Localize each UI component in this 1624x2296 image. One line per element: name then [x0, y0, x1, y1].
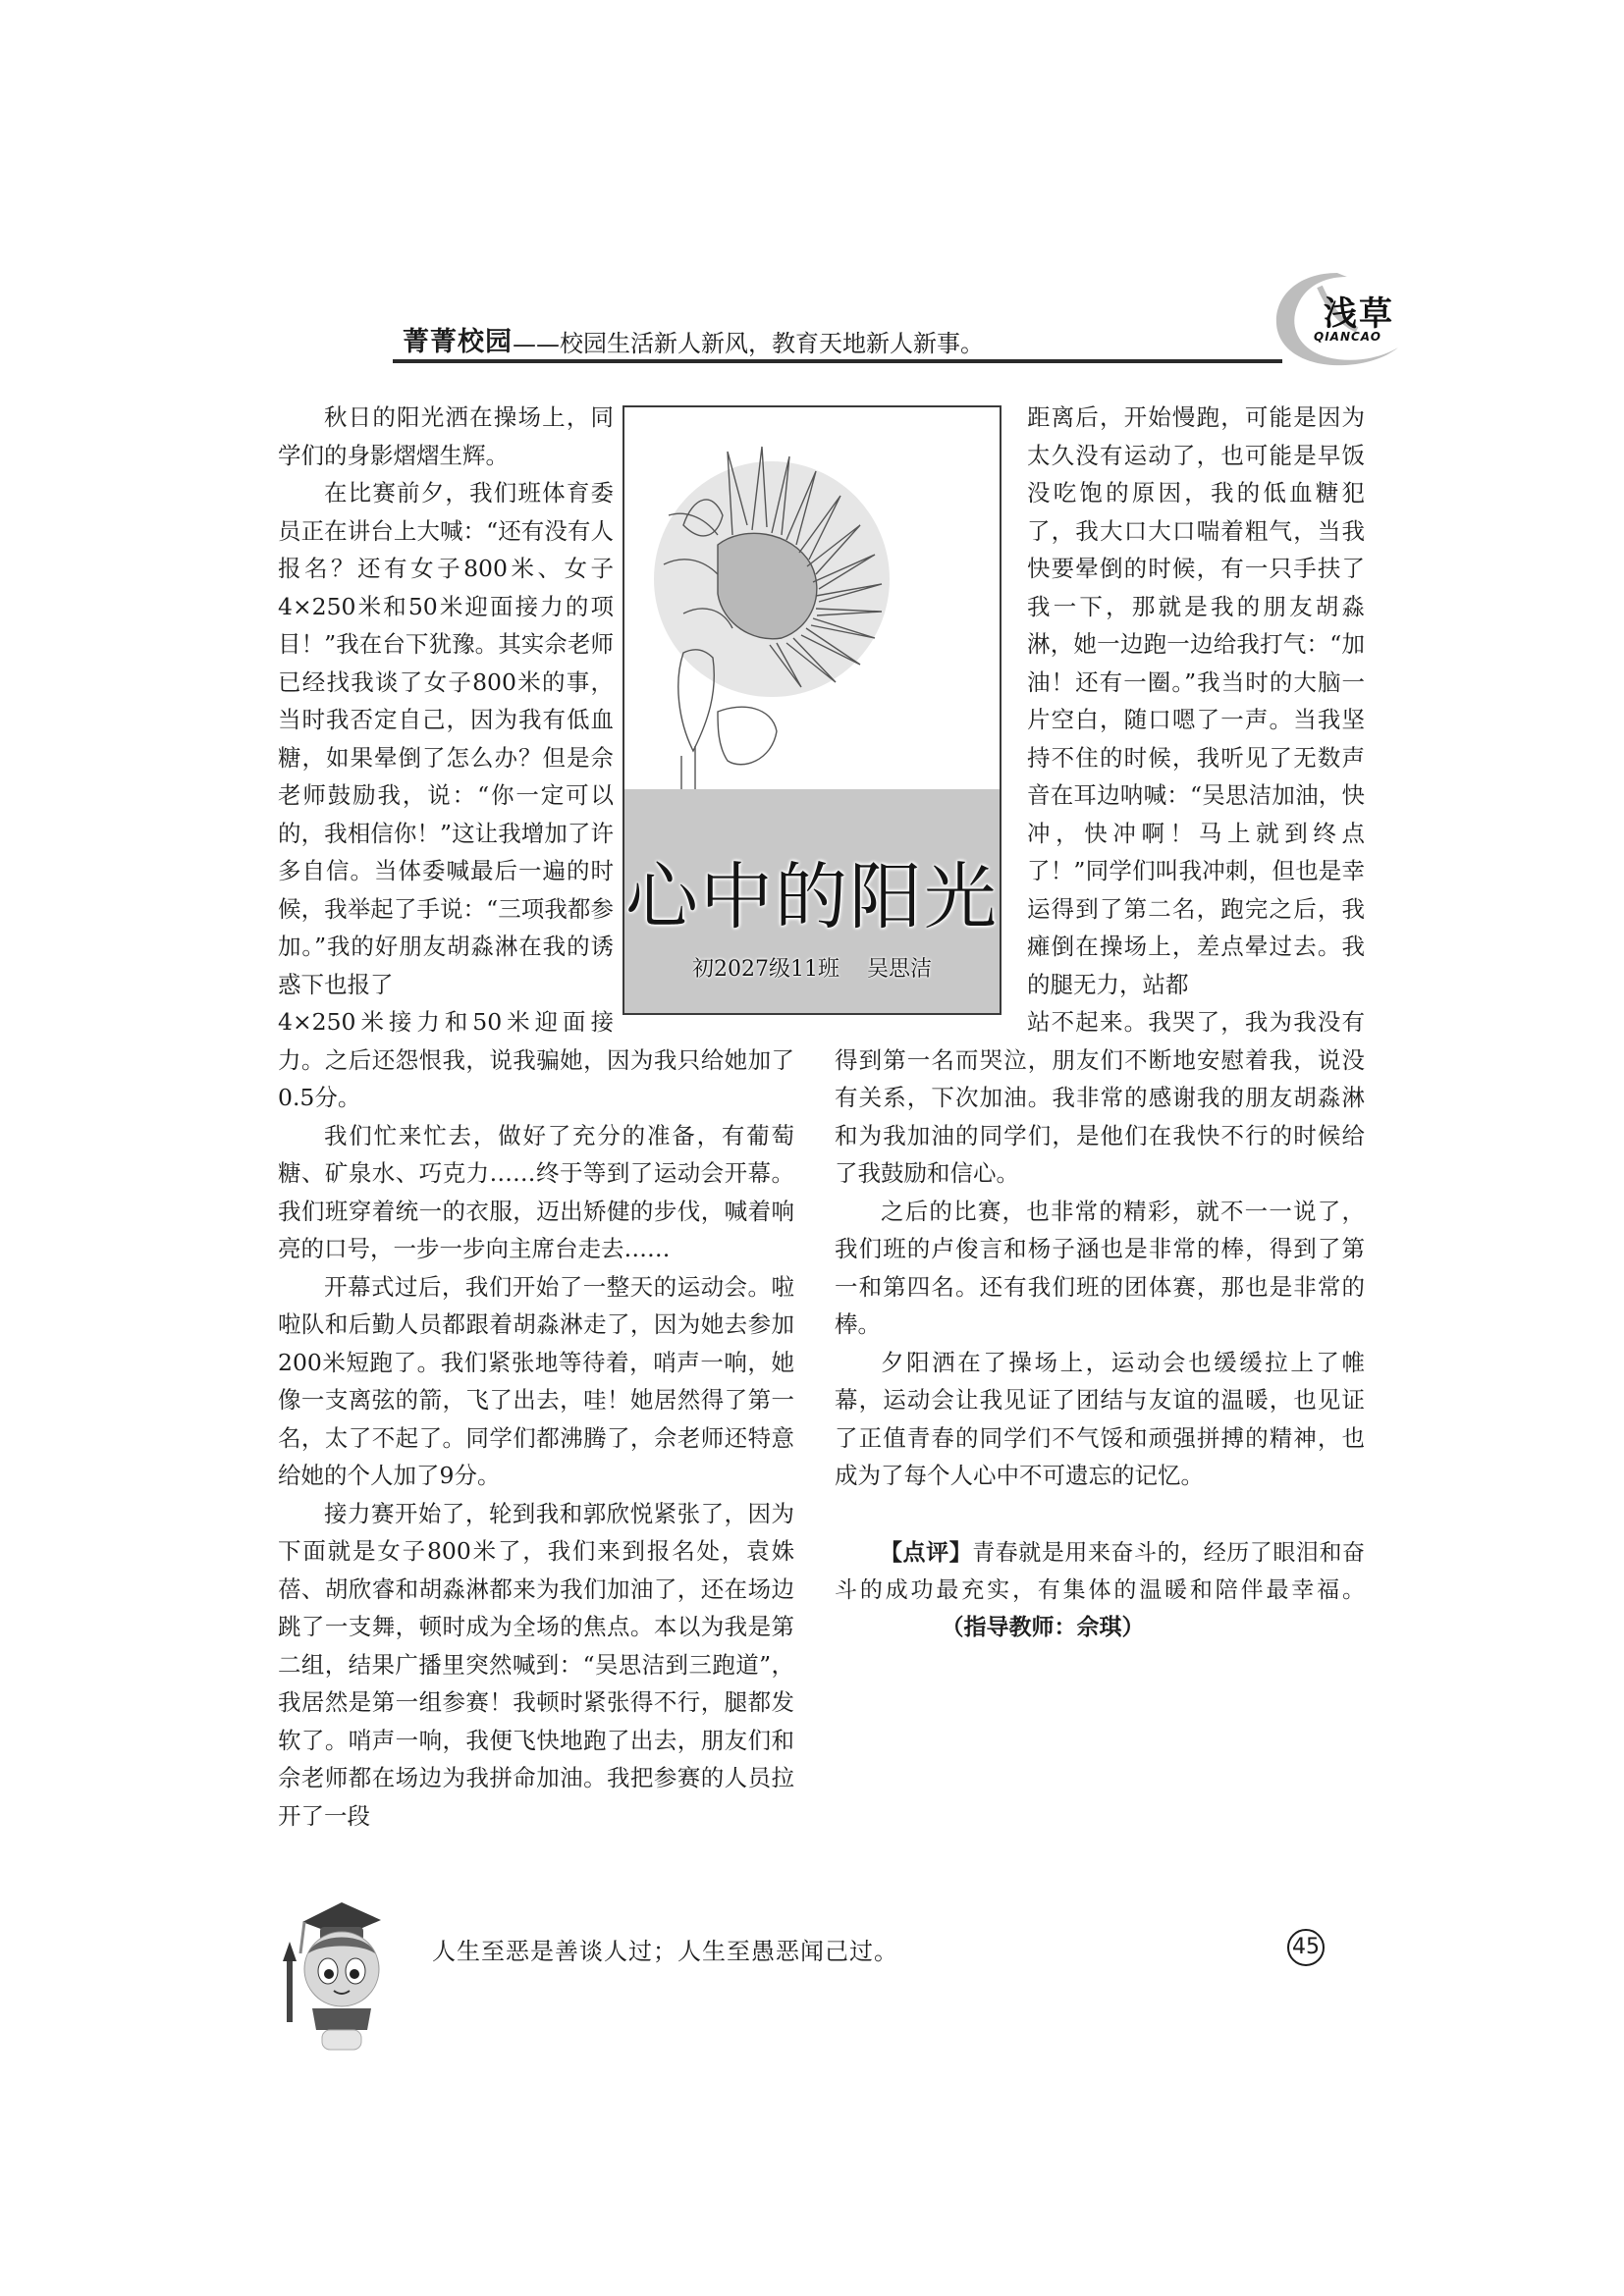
article-byline [624, 952, 1000, 983]
author-name: 吴思洁 [866, 957, 932, 982]
paragraph: 接力赛开始了，轮到我和郭欣悦紧张了，因为下面就是女子800米了，我们来到报名处，袁姝蓓、胡欣睿和胡淼淋都来为我们加油了，还在场边跳了一支舞，顿时成为全场的焦点。本以为我是第二组，结果广播里突然喊到：“吴思洁到三跑道”，我居然是第一组参赛！我顿时紧张得不行，腿都发软了。哨声一响，我便飞快地跑了出去，朋友们和佘老师都在场边为我拼命加油。我把参赛的人员拉开了一段 [278, 1499, 794, 1830]
header-dash: —— [513, 331, 560, 358]
logo-text: 浅草 [1324, 294, 1394, 334]
paragraph: 之后的比赛，也非常的精彩，就不一一说了，我们班的卢俊言和杨子涵也是非常的棒，得到了第一和第四名。还有我们班的团体赛，那也是非常的棒。 [835, 1197, 1365, 1338]
comment-teacher: （指导教师：佘琪） [952, 1614, 1145, 1640]
header-slogan: 校园生活新人新风，教育天地新人新事。 [560, 330, 984, 357]
author-class: 初2027级11班 [692, 957, 839, 982]
paragraph: 距离后，开始慢跑，可能是因为太久没有运动了，也可能是早饭没吃饱的原因，我的低血糖犯了，我大口大口喘着粗气，当我快要晕倒的时候，有一只手扶了我一下，那就是我的朋友胡淼淋，她一边跑一边给我打气：“加油！还有一圈。”我当时的大脑一片空白，随口嗯了一声。当我坚持不住的时候，我听见了无数声音在耳边呐喊：“吴思洁加油，快冲，快冲啊！马上就到终点了！”同学们叫我冲刺，但也是幸运得到了第二名，跑完之后，我瘫倒在操场上，差点晕过去。我的腿无力，站都 [1027, 403, 1365, 998]
comment-label: 【点评】 [880, 1539, 973, 1566]
sunflower-illustration [624, 407, 1001, 792]
article-title: 心中的阳光 [625, 855, 999, 939]
article-right-column-bottom [835, 1003, 1365, 1495]
comment-text: 青春就是用来奋斗的，经历了眼泪和奋斗的成功最充实，有集体的温暖和陪伴最幸福。 [835, 1539, 1366, 1603]
paragraph: 站不起来。我哭了，我为我没有得到第一名而哭泣，朋友们不断地安慰着我，说没有关系，下次加油。我非常的感谢我的朋友胡淼淋和为我加油的同学们，是他们在我快不行的时候给了我鼓励和信心。 [835, 1008, 1365, 1187]
running-header [403, 319, 1267, 358]
paragraph: 开幕式过后，我们开始了一整天的运动会。啦啦队和后勤人员都跟着胡淼淋走了，因为她去参加200米短跑了。我们紧张地等待着，哨声一响，她像一支离弦的箭，飞了出去，哇！她居然得了第一名，太了不起了。同学们都沸腾了，佘老师还特意给她的个人加了9分。 [278, 1272, 794, 1489]
paragraph: 在比赛前夕，我们班体育委员正在讲台上大喊：“还有没有人报名？还有女子800米、女子4×250米和50米迎面接力的项目！”我在台下犹豫。其实佘老师已经找我谈了女子800米的事，当时我否定自己，因为我有低血糖，如果晕倒了怎么办？但是佘老师鼓励我，说：“你一定可以的，我相信你！”这让我增加了许多自信。当体委喊最后一遍的时候，我举起了手说：“三项我都参加。”我的好朋友胡淼淋在我的诱惑下也报了 [278, 479, 614, 998]
teacher-comment [835, 1534, 1365, 1646]
page-number: 45 [1287, 1929, 1325, 1966]
paragraph: 夕阳洒在了操场上，运动会也缓缓拉上了帷幕，运动会让我见证了团结与友谊的温暖，也见证了正值青春的同学们不气馁和顽强拼搏的精神，也成为了每个人心中不可遗忘的记忆。 [835, 1348, 1365, 1489]
paragraph: 我们忙来忙去，做好了充分的准备，有葡萄糖、矿泉水、巧克力……终于等到了运动会开幕。我们班穿着统一的衣服，迈出矫健的步伐，喊着响亮的口号，一步一步向主席台走去…… [278, 1121, 794, 1262]
article-title-box [623, 405, 1001, 1015]
header-rule [393, 359, 1282, 363]
logo-subtext: QIANCAO [1314, 330, 1381, 344]
column-name: 菁菁校园 [403, 327, 513, 357]
footer-quote: 人生至恶是善谈人过；人生至愚恶闻己过。 [432, 1938, 898, 1965]
mascot-student-icon [273, 1893, 401, 2055]
article-left-column-bottom [278, 1003, 794, 1835]
paragraph: 秋日的阳光洒在操场上，同学们的身影熠熠生辉。 [278, 403, 614, 469]
paragraph: 4×250米接力和50米迎面接力。之后还怨恨我，说我骗她，因为我只给她加了0.5分。 [278, 1008, 794, 1111]
